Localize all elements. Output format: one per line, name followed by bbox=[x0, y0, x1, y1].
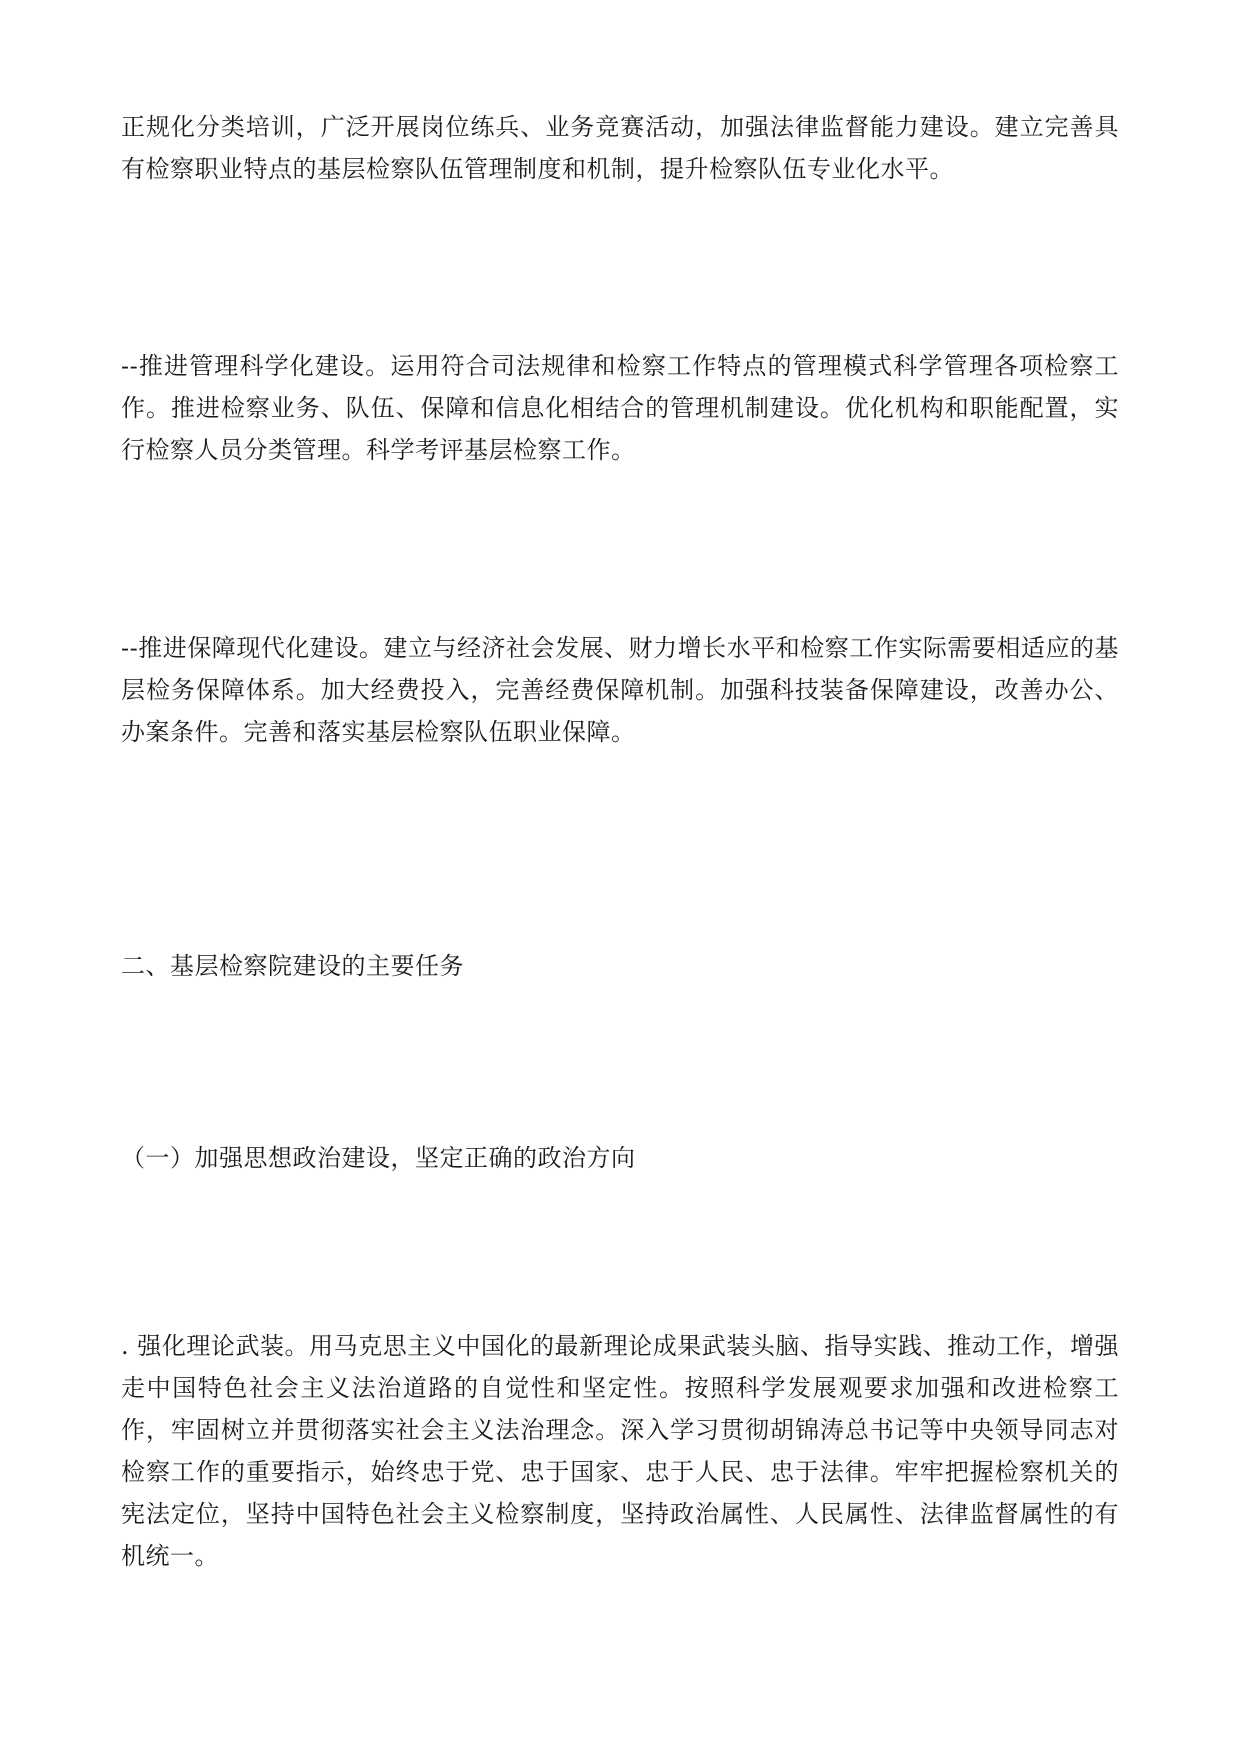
section-heading-main-tasks: 二、基层检察院建设的主要任务 bbox=[121, 952, 464, 980]
subsection-heading-political: （一）加强思想政治建设，坚定正确的政治方向 bbox=[121, 1144, 636, 1172]
paragraph-guarantee: --推进保障现代化建设。建立与经济社会发展、财力增长水平和检察工作实际需要相适应的基层检务保障体系。加大经费投入，完善经费保障机制。加强科技装备保障建设，改善办公、办案条件。完善和落实基层检察队伍职业保障。 bbox=[121, 634, 1119, 746]
paragraph-theory: . 强化理论武装。用马克思主义中国化的最新理论成果武装头脑、指导实践、推动工作，增强走中国特色社会主义法治道路的自觉性和坚定性。按照科学发展观要求加强和改进检察工作，牢固树立并贯彻落实社会主义法治理念。深入学习贯彻胡锦涛总书记等中央领导同志对检察工作的重要指示，始终忠于党、忠于国家、忠于人民、忠于法律。牢牢把握检察机关的宪法定位，坚持中国特色社会主义检察制度，坚持政治属性、人民属性、法律监督属性的有机统一。 bbox=[121, 1332, 1119, 1570]
paragraph-team-training: 正规化分类培训，广泛开展岗位练兵、业务竞赛活动，加强法律监督能力建设。建立完善具有检察职业特点的基层检察队伍管理制度和机制，提升检察队伍专业化水平。 bbox=[121, 113, 1119, 183]
paragraph-management: --推进管理科学化建设。运用符合司法规律和检察工作特点的管理模式科学管理各项检察工作。推进检察业务、队伍、保障和信息化相结合的管理机制建设。优化机构和职能配置，实行检察人员分类管理。科学考评基层检察工作。 bbox=[121, 352, 1119, 464]
